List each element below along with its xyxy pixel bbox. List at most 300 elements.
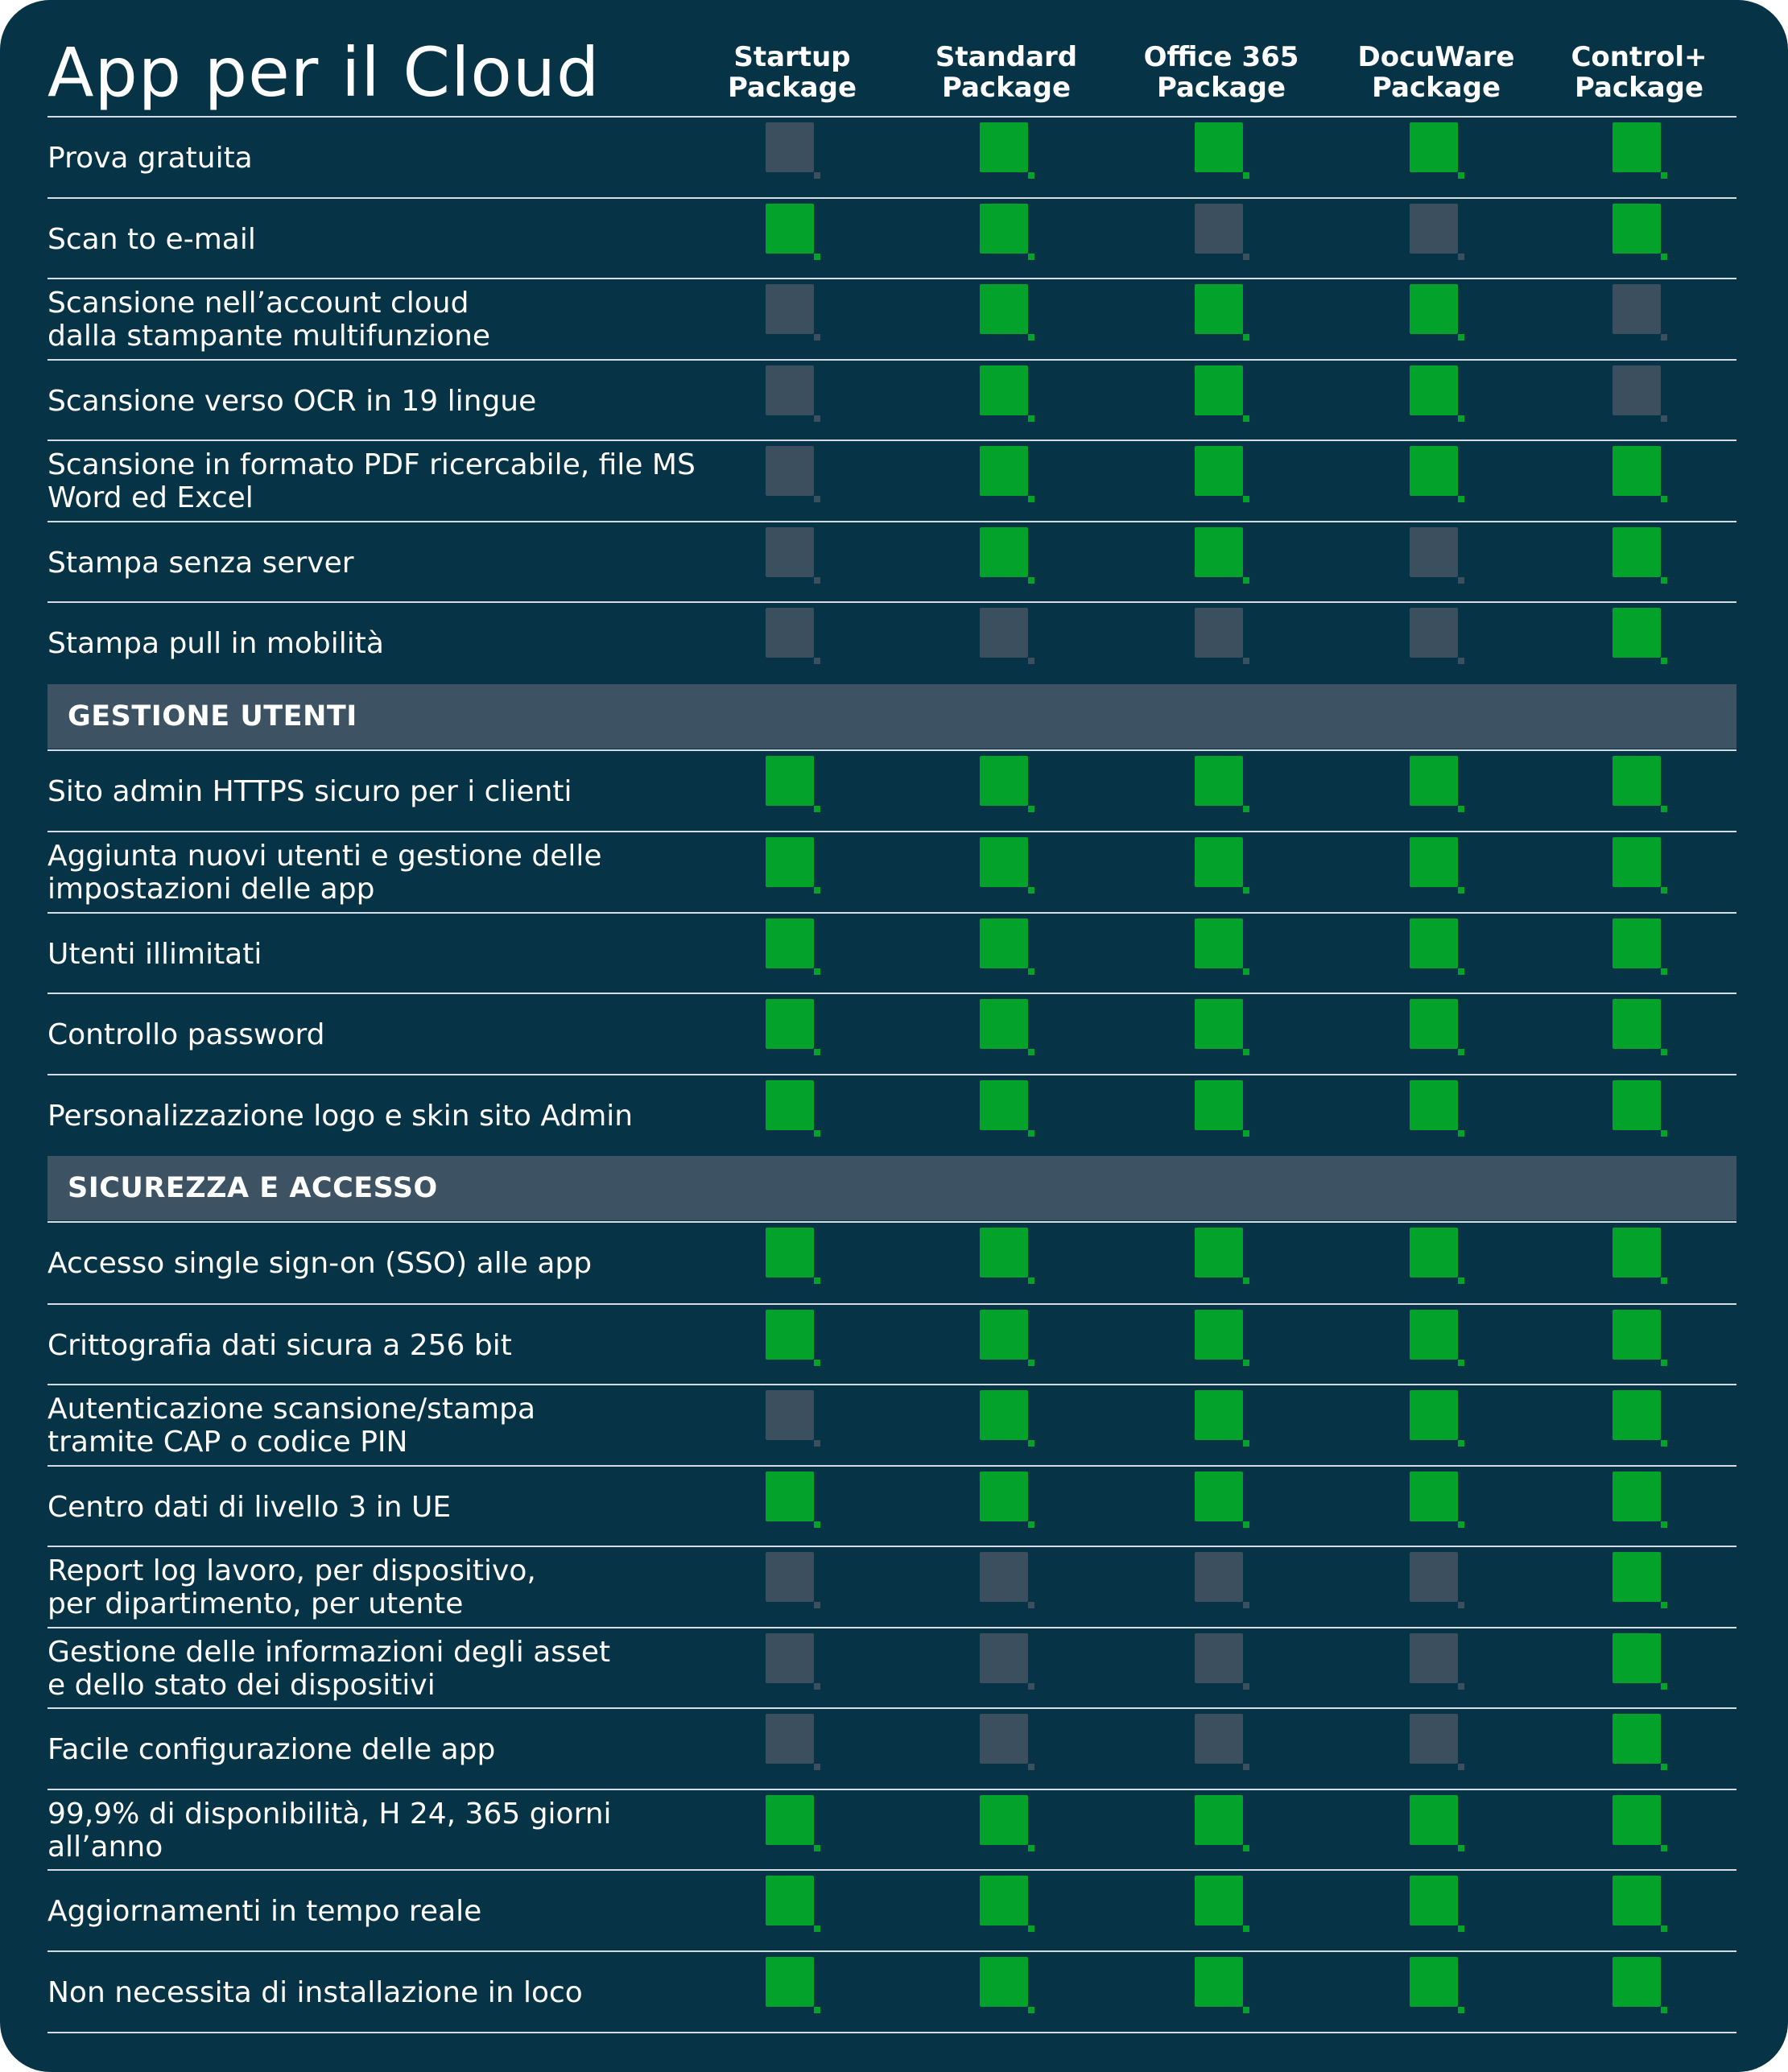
check-corner bbox=[1243, 1925, 1249, 1932]
check-corner bbox=[1661, 577, 1667, 584]
not-included-check-icon bbox=[1408, 527, 1464, 585]
feature-label-line: Autenticazione scansione/stampa bbox=[47, 1393, 536, 1426]
table-row bbox=[47, 440, 1736, 521]
included-check-icon bbox=[1193, 999, 1249, 1057]
check-corner bbox=[1661, 1277, 1667, 1284]
included-check-icon bbox=[1193, 1080, 1249, 1138]
check-corner bbox=[1243, 496, 1249, 502]
check-box bbox=[1410, 446, 1458, 496]
check-corner bbox=[1458, 334, 1464, 341]
check-corner bbox=[814, 1360, 820, 1366]
table-row bbox=[47, 1789, 1736, 1870]
check-box bbox=[1195, 756, 1243, 806]
included-check-icon bbox=[1611, 1552, 1667, 1610]
included-check-icon bbox=[1611, 1795, 1667, 1853]
check-box bbox=[1410, 1876, 1458, 1925]
not-included-check-icon bbox=[1193, 204, 1249, 262]
included-check-icon bbox=[1408, 122, 1464, 180]
feature-label bbox=[47, 361, 756, 441]
check-box bbox=[766, 1228, 814, 1277]
check-box bbox=[1410, 1552, 1458, 1602]
included-check-icon bbox=[1408, 365, 1464, 423]
included-check-icon bbox=[1193, 365, 1249, 423]
check-corner bbox=[1028, 172, 1034, 179]
check-box bbox=[1613, 1080, 1661, 1130]
check-box bbox=[1410, 527, 1458, 577]
check-corner bbox=[1243, 1360, 1249, 1366]
feature-label-line: Scan to e-mail bbox=[47, 222, 256, 256]
check-box bbox=[1195, 1633, 1243, 1683]
check-box bbox=[980, 1633, 1028, 1683]
included-check-icon bbox=[978, 999, 1034, 1057]
check-corner bbox=[1458, 1602, 1464, 1608]
page-title: App per il Cloud bbox=[47, 33, 601, 112]
check-box bbox=[980, 204, 1028, 254]
feature-label-line: Aggiornamenti in tempo reale bbox=[47, 1894, 482, 1928]
check-corner bbox=[1661, 968, 1667, 975]
table-row bbox=[47, 1074, 1736, 1155]
check-corner bbox=[1661, 1049, 1667, 1055]
feature-label-line: Scansione nell’account cloud bbox=[47, 287, 469, 320]
check-corner bbox=[1243, 415, 1249, 422]
included-check-icon bbox=[1193, 1228, 1249, 1286]
table-row bbox=[47, 749, 1736, 831]
check-corner bbox=[1243, 806, 1249, 812]
check-box bbox=[1195, 527, 1243, 577]
feature-label bbox=[47, 1547, 756, 1628]
not-included-check-icon bbox=[764, 365, 820, 423]
included-check-icon bbox=[1611, 608, 1667, 666]
check-box bbox=[1410, 1795, 1458, 1845]
check-corner bbox=[814, 1130, 820, 1137]
table-row bbox=[47, 116, 1736, 197]
included-check-icon bbox=[1408, 1310, 1464, 1368]
table-row bbox=[47, 1465, 1736, 1546]
included-check-icon bbox=[978, 1390, 1034, 1448]
check-box bbox=[980, 446, 1028, 496]
check-corner bbox=[814, 806, 820, 812]
check-box bbox=[766, 918, 814, 968]
check-corner bbox=[814, 254, 820, 260]
check-corner bbox=[1028, 658, 1034, 664]
check-box bbox=[1613, 1714, 1661, 1764]
check-corner bbox=[1243, 887, 1249, 894]
included-check-icon bbox=[1408, 837, 1464, 895]
check-box bbox=[1613, 1552, 1661, 1602]
included-check-icon bbox=[1611, 1633, 1667, 1691]
check-box bbox=[1613, 284, 1661, 334]
check-box bbox=[1613, 204, 1661, 254]
check-box bbox=[1410, 204, 1458, 254]
feature-label-line: Personalizzazione logo e skin sito Admin bbox=[47, 1099, 634, 1133]
check-box bbox=[980, 608, 1028, 658]
included-check-icon bbox=[978, 284, 1034, 342]
table-row bbox=[47, 1950, 1736, 2033]
not-included-check-icon bbox=[764, 446, 820, 504]
feature-label bbox=[47, 441, 756, 522]
not-included-check-icon bbox=[1193, 1714, 1249, 1772]
check-box bbox=[980, 1876, 1028, 1925]
feature-label-line: Utenti illimitati bbox=[47, 937, 262, 971]
check-box bbox=[1195, 837, 1243, 887]
included-check-icon bbox=[1193, 1957, 1249, 2015]
check-box bbox=[766, 1080, 814, 1130]
feature-label bbox=[47, 1871, 756, 1951]
check-corner bbox=[1028, 1683, 1034, 1690]
check-box bbox=[1195, 1714, 1243, 1764]
check-corner bbox=[1458, 887, 1464, 894]
check-box bbox=[766, 1714, 814, 1764]
check-box bbox=[1613, 1471, 1661, 1521]
check-box bbox=[1195, 1390, 1243, 1440]
check-box bbox=[1195, 1876, 1243, 1925]
check-corner bbox=[814, 577, 820, 584]
check-corner bbox=[1661, 1521, 1667, 1528]
check-corner bbox=[814, 1521, 820, 1528]
check-box bbox=[1613, 1310, 1661, 1360]
check-corner bbox=[814, 1845, 820, 1851]
included-check-icon bbox=[978, 756, 1034, 814]
included-check-icon bbox=[764, 918, 820, 976]
check-corner bbox=[1661, 658, 1667, 664]
table-row bbox=[47, 1627, 1736, 1708]
check-corner bbox=[1661, 415, 1667, 422]
check-corner bbox=[1243, 1764, 1249, 1770]
feature-label-line: Scansione verso OCR in 19 lingue bbox=[47, 384, 537, 418]
not-included-check-icon bbox=[764, 608, 820, 666]
feature-label bbox=[47, 914, 756, 994]
column-header-line1: Startup bbox=[733, 41, 851, 73]
included-check-icon bbox=[978, 918, 1034, 976]
check-box bbox=[1613, 1228, 1661, 1277]
feature-label-line: per dipartimento, per utente bbox=[47, 1587, 464, 1620]
included-check-icon bbox=[1193, 1471, 1249, 1529]
check-corner bbox=[814, 968, 820, 975]
check-box bbox=[1613, 1390, 1661, 1440]
not-included-check-icon bbox=[978, 1552, 1034, 1610]
check-box bbox=[1410, 756, 1458, 806]
check-box bbox=[1613, 122, 1661, 172]
feature-label bbox=[47, 603, 756, 683]
feature-label-line: Word ed Excel bbox=[47, 481, 254, 514]
check-box bbox=[1195, 608, 1243, 658]
not-included-check-icon bbox=[1408, 1633, 1464, 1691]
included-check-icon bbox=[764, 1228, 820, 1286]
included-check-icon bbox=[1408, 1795, 1464, 1853]
check-box bbox=[1410, 1228, 1458, 1277]
included-check-icon bbox=[978, 1876, 1034, 1934]
check-corner bbox=[1661, 1602, 1667, 1608]
check-corner bbox=[1028, 1925, 1034, 1932]
feature-label-line: Scansione in formato PDF ricercabile, file MS bbox=[47, 448, 696, 481]
section-title: SICUREZZA E ACCESSO bbox=[68, 1172, 438, 1204]
check-corner bbox=[1028, 1764, 1034, 1770]
check-corner bbox=[1028, 1360, 1034, 1366]
feature-label-line: Sito admin HTTPS sicuro per i clienti bbox=[47, 774, 572, 808]
check-corner bbox=[1243, 1683, 1249, 1690]
feature-label bbox=[47, 1385, 756, 1466]
check-box bbox=[1613, 527, 1661, 577]
column-header-line1: DocuWare bbox=[1357, 41, 1515, 73]
check-box bbox=[1613, 365, 1661, 415]
not-included-check-icon bbox=[764, 1390, 820, 1448]
check-box bbox=[1195, 1471, 1243, 1521]
included-check-icon bbox=[1408, 1471, 1464, 1529]
check-corner bbox=[814, 2007, 820, 2013]
check-box bbox=[980, 1714, 1028, 1764]
check-corner bbox=[1661, 1845, 1667, 1851]
check-corner bbox=[1458, 415, 1464, 422]
feature-label-line: Stampa senza server bbox=[47, 546, 354, 580]
column-header-line2: Package bbox=[727, 72, 857, 104]
included-check-icon bbox=[978, 527, 1034, 585]
included-check-icon bbox=[1193, 1795, 1249, 1853]
included-check-icon bbox=[978, 1795, 1034, 1853]
check-box bbox=[1613, 837, 1661, 887]
check-box bbox=[1195, 999, 1243, 1049]
check-box bbox=[980, 999, 1028, 1049]
check-box bbox=[766, 1876, 814, 1925]
table-row bbox=[47, 1546, 1736, 1627]
check-box bbox=[980, 1228, 1028, 1277]
check-box bbox=[1410, 999, 1458, 1049]
included-check-icon bbox=[764, 1957, 820, 2015]
table-row bbox=[47, 278, 1736, 359]
not-included-check-icon bbox=[764, 1552, 820, 1610]
not-included-check-icon bbox=[978, 608, 1034, 666]
check-box bbox=[1613, 1633, 1661, 1683]
check-corner bbox=[814, 1049, 820, 1055]
check-corner bbox=[1458, 254, 1464, 260]
check-corner bbox=[1458, 1049, 1464, 1055]
table-row bbox=[47, 197, 1736, 279]
included-check-icon bbox=[764, 1471, 820, 1529]
included-check-icon bbox=[1193, 918, 1249, 976]
check-box bbox=[1410, 918, 1458, 968]
check-corner bbox=[814, 1277, 820, 1284]
included-check-icon bbox=[978, 1957, 1034, 2015]
included-check-icon bbox=[1611, 204, 1667, 262]
included-check-icon bbox=[1408, 756, 1464, 814]
feature-label-line: dalla stampante multifunzione bbox=[47, 320, 491, 353]
check-corner bbox=[1661, 172, 1667, 179]
check-corner bbox=[1028, 1845, 1034, 1851]
included-check-icon bbox=[1193, 527, 1249, 585]
column-header-line2: Package bbox=[941, 72, 1072, 104]
check-box bbox=[1613, 1957, 1661, 2007]
not-included-check-icon bbox=[1193, 1552, 1249, 1610]
check-corner bbox=[1458, 1925, 1464, 1932]
included-check-icon bbox=[764, 756, 820, 814]
not-included-check-icon bbox=[764, 1633, 820, 1691]
included-check-icon bbox=[1408, 1957, 1464, 2015]
feature-label bbox=[47, 1467, 756, 1547]
check-box bbox=[766, 122, 814, 172]
feature-label-line: Prova gratuita bbox=[47, 141, 253, 175]
not-included-check-icon bbox=[1408, 608, 1464, 666]
feature-label-line: tramite CAP o codice PIN bbox=[47, 1426, 408, 1459]
check-box bbox=[766, 446, 814, 496]
included-check-icon bbox=[1193, 756, 1249, 814]
check-corner bbox=[1458, 1764, 1464, 1770]
feature-label-line: Facile configurazione delle app bbox=[47, 1732, 496, 1766]
included-check-icon bbox=[978, 1228, 1034, 1286]
check-box bbox=[980, 918, 1028, 968]
check-box bbox=[1195, 446, 1243, 496]
check-box bbox=[766, 1471, 814, 1521]
check-box bbox=[766, 837, 814, 887]
included-check-icon bbox=[764, 1876, 820, 1934]
included-check-icon bbox=[978, 837, 1034, 895]
check-corner bbox=[1661, 1764, 1667, 1770]
feature-label bbox=[47, 1709, 756, 1789]
check-box bbox=[1613, 918, 1661, 968]
check-corner bbox=[1028, 2007, 1034, 2013]
check-box bbox=[766, 1795, 814, 1845]
included-check-icon bbox=[1611, 446, 1667, 504]
table-row bbox=[47, 1303, 1736, 1385]
included-check-icon bbox=[1408, 918, 1464, 976]
included-check-icon bbox=[1408, 1876, 1464, 1934]
check-corner bbox=[1028, 1440, 1034, 1447]
check-corner bbox=[814, 334, 820, 341]
check-box bbox=[1410, 837, 1458, 887]
check-corner bbox=[814, 1440, 820, 1447]
included-check-icon bbox=[764, 1080, 820, 1138]
check-corner bbox=[1661, 887, 1667, 894]
not-included-check-icon bbox=[1611, 284, 1667, 342]
not-included-check-icon bbox=[1408, 204, 1464, 262]
feature-label bbox=[47, 1628, 756, 1709]
check-box bbox=[1613, 1876, 1661, 1925]
check-corner bbox=[814, 1683, 820, 1690]
check-corner bbox=[1458, 1360, 1464, 1366]
not-included-check-icon bbox=[1193, 1633, 1249, 1691]
check-corner bbox=[1243, 334, 1249, 341]
feature-label bbox=[47, 994, 756, 1075]
check-corner bbox=[1028, 1521, 1034, 1528]
check-box bbox=[766, 1957, 814, 2007]
check-corner bbox=[1458, 1683, 1464, 1690]
table-row bbox=[47, 359, 1736, 440]
check-corner bbox=[1661, 1683, 1667, 1690]
included-check-icon bbox=[1611, 1876, 1667, 1934]
not-included-check-icon bbox=[1193, 608, 1249, 666]
check-corner bbox=[1661, 1925, 1667, 1932]
check-corner bbox=[814, 658, 820, 664]
check-corner bbox=[1243, 1277, 1249, 1284]
check-corner bbox=[1028, 577, 1034, 584]
check-box bbox=[1410, 365, 1458, 415]
check-corner bbox=[814, 887, 820, 894]
check-corner bbox=[814, 415, 820, 422]
check-corner bbox=[1028, 1602, 1034, 1608]
check-box bbox=[980, 756, 1028, 806]
check-box bbox=[980, 1310, 1028, 1360]
included-check-icon bbox=[1611, 527, 1667, 585]
included-check-icon bbox=[1408, 446, 1464, 504]
check-box bbox=[1195, 284, 1243, 334]
check-box bbox=[980, 1795, 1028, 1845]
not-included-check-icon bbox=[978, 1633, 1034, 1691]
not-included-check-icon bbox=[1408, 1714, 1464, 1772]
check-corner bbox=[1028, 968, 1034, 975]
table-row bbox=[47, 1707, 1736, 1789]
included-check-icon bbox=[978, 365, 1034, 423]
included-check-icon bbox=[764, 204, 820, 262]
check-box bbox=[980, 1552, 1028, 1602]
check-corner bbox=[814, 1764, 820, 1770]
included-check-icon bbox=[1611, 999, 1667, 1057]
check-corner bbox=[1458, 2007, 1464, 2013]
included-check-icon bbox=[1193, 284, 1249, 342]
included-check-icon bbox=[1611, 1310, 1667, 1368]
included-check-icon bbox=[1611, 1714, 1667, 1772]
feature-label bbox=[47, 522, 756, 603]
check-box bbox=[1410, 1957, 1458, 2007]
check-box bbox=[1195, 1228, 1243, 1277]
included-check-icon bbox=[1408, 284, 1464, 342]
included-check-icon bbox=[1611, 918, 1667, 976]
feature-label bbox=[47, 832, 756, 913]
table-row bbox=[47, 831, 1736, 912]
check-corner bbox=[1243, 968, 1249, 975]
column-header-line2: Package bbox=[1156, 72, 1286, 104]
feature-label-line: Crittografia dati sicura a 256 bit bbox=[47, 1328, 512, 1362]
check-corner bbox=[814, 172, 820, 179]
check-box bbox=[1195, 1552, 1243, 1602]
section-title: GESTIONE UTENTI bbox=[68, 700, 357, 733]
check-box bbox=[1410, 1633, 1458, 1683]
included-check-icon bbox=[978, 204, 1034, 262]
included-check-icon bbox=[764, 837, 820, 895]
included-check-icon bbox=[978, 122, 1034, 180]
check-box bbox=[1410, 284, 1458, 334]
check-corner bbox=[1243, 1049, 1249, 1055]
check-corner bbox=[1028, 1049, 1034, 1055]
check-box bbox=[980, 365, 1028, 415]
table-row bbox=[47, 1869, 1736, 1950]
check-box bbox=[1613, 1795, 1661, 1845]
check-corner bbox=[1243, 172, 1249, 179]
check-box bbox=[1410, 608, 1458, 658]
check-corner bbox=[1243, 658, 1249, 664]
check-corner bbox=[1243, 1521, 1249, 1528]
check-corner bbox=[1458, 1845, 1464, 1851]
included-check-icon bbox=[1193, 446, 1249, 504]
check-box bbox=[980, 1957, 1028, 2007]
check-box bbox=[1195, 1957, 1243, 2007]
table-row bbox=[47, 912, 1736, 993]
feature-label-line: all’anno bbox=[47, 1831, 163, 1864]
check-box bbox=[766, 608, 814, 658]
included-check-icon bbox=[1611, 122, 1667, 180]
check-corner bbox=[1661, 2007, 1667, 2013]
check-corner bbox=[1028, 1130, 1034, 1137]
column-header-line1: Office 365 bbox=[1143, 41, 1299, 73]
check-box bbox=[1613, 999, 1661, 1049]
table-row bbox=[47, 521, 1736, 602]
check-corner bbox=[1243, 2007, 1249, 2013]
included-check-icon bbox=[1193, 1390, 1249, 1448]
feature-label-line: impostazioni delle app bbox=[47, 873, 375, 906]
check-corner bbox=[1458, 1440, 1464, 1447]
section-header bbox=[47, 1156, 1736, 1220]
feature-label bbox=[47, 751, 756, 832]
check-box bbox=[1613, 446, 1661, 496]
check-corner bbox=[1028, 254, 1034, 260]
check-corner bbox=[1661, 806, 1667, 812]
